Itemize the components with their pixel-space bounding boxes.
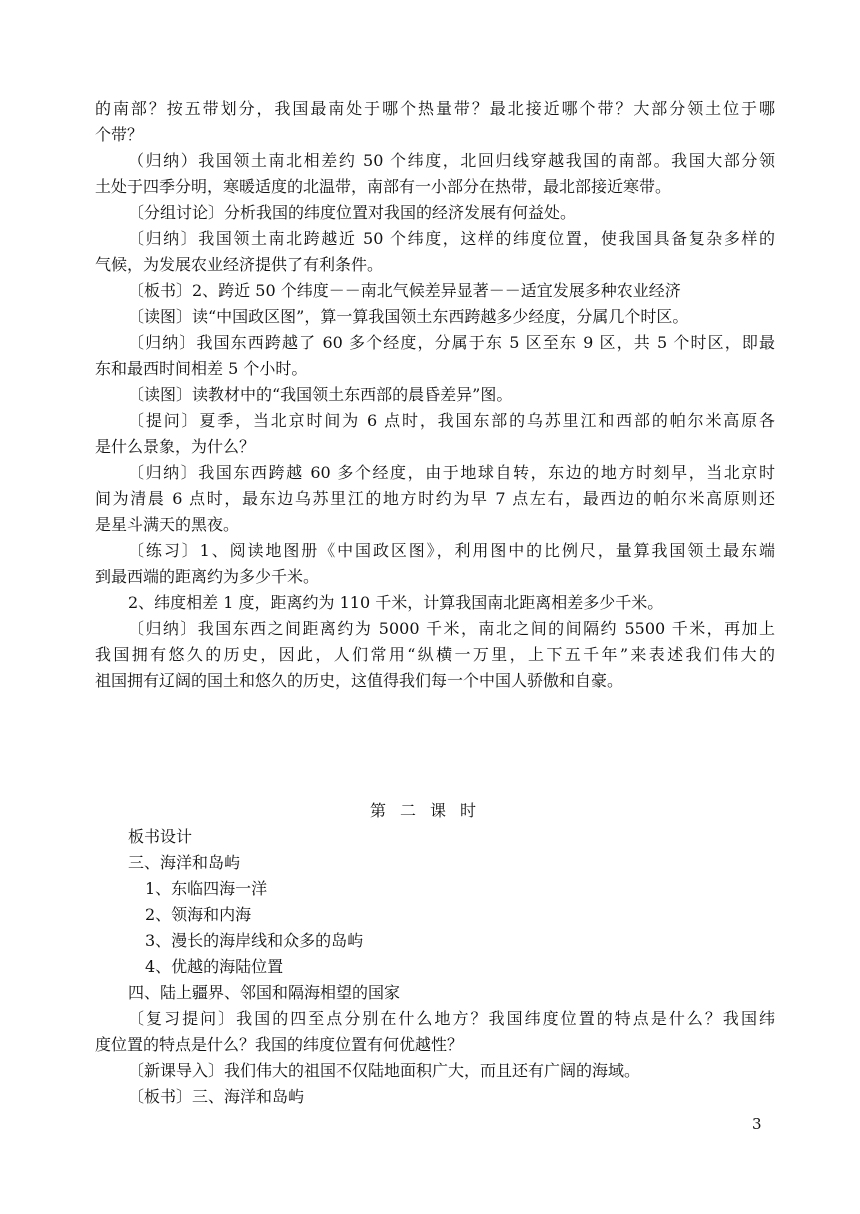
text-line: 到最西端的距离约为多少千米。 — [95, 567, 320, 586]
text-line: 祖国拥有辽阔的国土和悠久的历史，这值得我们每一个中国人骄傲和自豪。 — [95, 671, 624, 690]
text-line: 是星斗满天的黑夜。 — [95, 515, 240, 534]
text-line: 是什么景象，为什么？ — [95, 437, 256, 456]
text-line: 我国拥有悠久的历史，因此，人们常用“纵横一万里，上下五千年”来表述我们伟大的 — [95, 645, 775, 664]
page-number: 3 — [752, 1115, 762, 1133]
text-line: 2、纬度相差 1 度，距离约为 110 千米，计算我国南北距离相差多少千米。 — [128, 593, 664, 612]
text-line: 东和最西时间相差 5 个小时。 — [95, 359, 308, 378]
text-line: 度位置的特点是什么？我国的纬度位置有何优越性？ — [95, 1035, 464, 1054]
text-line: 〔板书〕三、海洋和岛屿 — [128, 1087, 305, 1106]
text-line: 〔新课导入〕我们伟大的祖国不仅陆地面积广大，而且还有广阔的海域。 — [128, 1061, 641, 1080]
text-line: 3、漫长的海岸线和众多的岛屿 — [145, 931, 364, 950]
text-line: 〔分组讨论〕分析我国的纬度位置对我国的经济发展有何益处。 — [128, 203, 577, 222]
text-line: 三、海洋和岛屿 — [128, 853, 241, 872]
text-line: 〔读图〕读“中国政区图”，算一算我国领土东西跨越多少经度，分属几个时区。 — [128, 307, 689, 326]
text-line: 〔读图〕读教材中的“我国领土东西部的晨昏差异”图。 — [128, 385, 513, 404]
text-line: 2、领海和内海 — [145, 905, 252, 924]
section-title: 第二课时 — [370, 801, 491, 820]
text-line: 〔归纳〕我国领土南北跨越近 50 个纬度，这样的纬度位置，使我国具备复杂多样的 — [128, 229, 775, 248]
text-line: 土处于四季分明，寒暖适度的北温带，南部有一小部分在热带，最北部接近寒带。 — [95, 177, 672, 196]
text-line: 4、优越的海陆位置 — [145, 957, 284, 976]
text-line: 板书设计 — [128, 827, 193, 846]
text-line: 的南部？按五带划分，我国最南处于哪个热量带？最北接近哪个带？大部分领土位于哪 — [95, 99, 775, 118]
text-line: 个带？ — [95, 125, 144, 144]
text-line: 〔归纳〕我国东西跨越了 60 多个经度，分属于东 5 区至东 9 区，共 5 个时区，即最 — [128, 333, 775, 352]
text-line: 气候，为发展农业经济提供了有利条件。 — [95, 255, 384, 274]
text-line: 1、东临四海一洋 — [145, 879, 268, 898]
text-line: 〔提问〕夏季，当北京时间为 6 点时，我国东部的乌苏里江和西部的帕尔米高原各 — [128, 411, 775, 430]
text-line: 〔复习提问〕我国的四至点分别在什么地方？我国纬度位置的特点是什么？我国纬 — [128, 1009, 775, 1028]
text-line: （归纳）我国领土南北相差约 50 个纬度，北回归线穿越我国的南部。我国大部分领 — [128, 151, 775, 170]
text-line: 〔练习〕1、阅读地图册《中国政区图》，利用图中的比例尺，量算我国领土最东端 — [128, 541, 775, 560]
text-line: 间为清晨 6 点时，最东边乌苏里江的地方时约为早 7 点左右，最西边的帕尔米高原则还 — [95, 489, 775, 508]
text-line: 〔归纳〕我国东西之间距离约为 5000 千米，南北之间的间隔约 5500 千米，再加上 — [128, 619, 775, 638]
text-line: 〔归纳〕我国东西跨越 60 多个经度，由于地球自转，东边的地方时刻早，当北京时 — [128, 463, 775, 482]
text-line: 〔板书〕2、跨近 50 个纬度－－南北气候差异显著－－适宜发展多种农业经济 — [128, 281, 681, 300]
text-line: 四、陆上疆界、邻国和隔海相望的国家 — [128, 983, 401, 1002]
